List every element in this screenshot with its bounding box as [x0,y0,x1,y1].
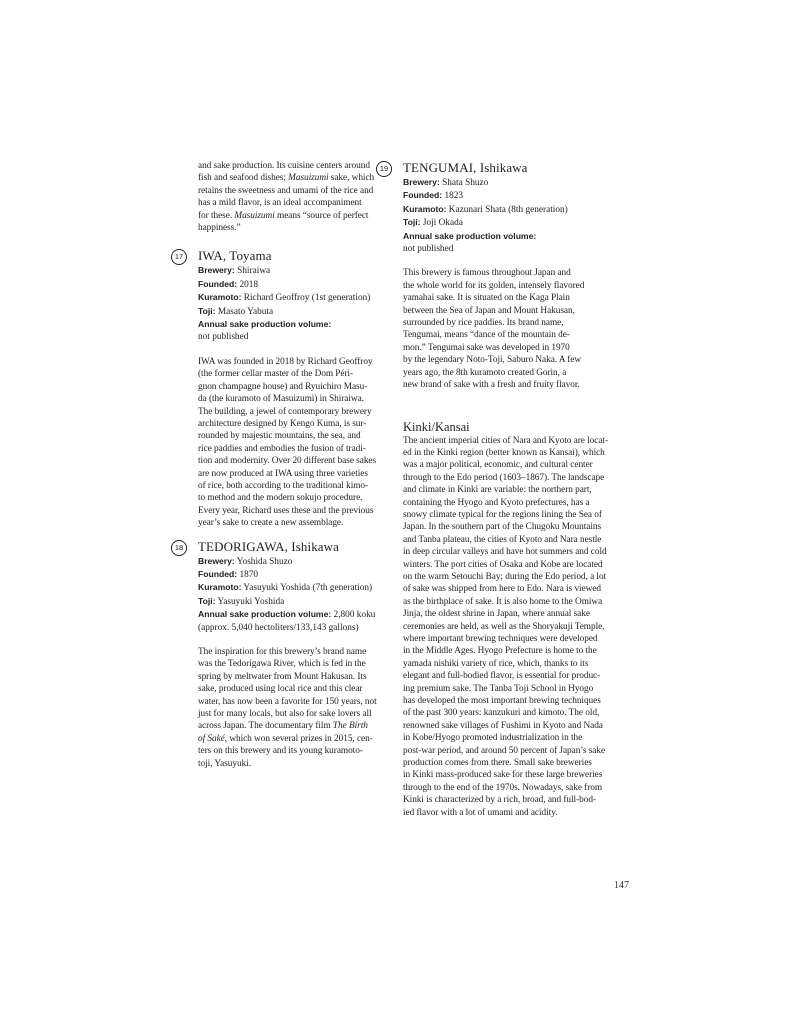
toji-label: Toji: [198,595,216,606]
toji-value: Masato Yabuta [215,306,274,317]
intro-text-end: means “source of perfect happiness.” [198,210,369,234]
founded-value: 1823 [442,191,464,202]
kuramoto-value: Yasuyuki Yoshida (7th generation) [241,583,373,594]
volume-label: Annual sake production volume: [198,609,332,620]
volume-value: not published [403,244,454,255]
entry-body: This brewery is famous throughout Japan and the whole world for its golden, intensely flavored yamahai sake. It is situated on the Kaga Plain between the Sea of Japan and Mount Hakusan, surrounded by rice paddies. Its brand name, Tengumai, means “dance of the mountain de- mon.” Tengumai sake was developed in 1970 by the legendary Noto-Toji, Saburo Naka. A few years ago, the 8th kuramoto created Gorin, a new brand of sake with a fresh and fruity flavor. [403,268,585,391]
volume-label: Annual sake production volume: [403,230,537,241]
right-column [379,160,628,819]
entry-number-badge: 19 [376,161,392,177]
film-title-italic: The Birth of Saké [198,721,368,744]
toji-label: Toji: [403,217,421,228]
toji-value: Joji Okada [420,218,463,229]
brewery-label: Brewery: [403,177,440,187]
intro-text: and sake production. Its cuisine centers around fish and seafood dishes; [198,161,370,184]
intro-italic-2: Masuizumi [234,210,275,221]
entry-facts [198,555,388,634]
entry-title: TENGUMAI, Ishikawa [403,160,528,175]
intro-italic: Masuizumi [288,173,329,184]
volume-value-extra: (approx. 5,040 hectoliters/133,143 gallons) [198,622,359,633]
founded-label: Founded: [198,278,238,289]
brewery-value: Shiraiwa [234,266,271,277]
founded-value: 1870 [237,569,259,580]
founded-value: 2018 [237,279,259,290]
brewery-label: Brewery: [198,555,235,566]
toji-label: Toji: [198,305,216,316]
entry-title: TEDORIGAWA, Ishikawa [198,538,340,554]
entry-body [198,646,388,770]
brewery-value: Shata Shuzo [439,178,489,188]
kuramoto-label: Kuramoto: [198,582,242,593]
section-body-kinki: The ancient imperial cities of Nara and Kyoto are locat- ed in the Kinki region (better known as Kansai), which was a major political, economic, and cultural center through to the Edo period (1603–1867). The landscape and climate in Kinki are variable: the northern part, containing the Hyogo and Kyoto prefectures, has a snowy climate typical for the regions lining the Sea of Japan. In the southern part of the Chugoku Mountains and Tanba plateau, the cities of Kyoto and Nara nestle in deep circular valleys and have hot summers and cold winters. The port cities of Osaka and Kobe are located on the warm Setouchi Bay; during the Edo period, a lot of sake was shipped from here to Edo. Nara is viewed as the birthplace of sake. It is also home to the Omiwa Jinja, the oldest shrine in Japan, where annual sake ceremonies are held, as well as the Shoryakuji Temple, where important brewing techniques were developed in the Middle Ages. Hyogo Prefecture is home to the yamada nishiki variety of rice, which, thanks to its elegant and full-bodied flavor, is essential for produc- ing premium sake. The Tanba Toji School in Hyogo has developed the most important brewing techniques of the past 300 years: kanzukuri and kimoto. The old, renowned sake villages of Fushimi in Kyoto and Nada in Kobe/Hyogo promoted industrialization in the post-war period, and around 50 percent of Japan’s sake production comes from there. Small sake breweries in Kinki mass-produced sake for these large breweries through to the end of the 1970s. Nowadays, sake from Kinki is characterized by a rich, broad, and full-bod- ied flavor with a lot of umami and acidity. [403,435,608,818]
intro-paragraph [198,160,388,234]
page-number: 147 [614,880,629,891]
volume-value: 2,800 koku [331,610,376,621]
entry-number-badge: 18 [171,540,187,556]
founded-label: Founded: [198,568,238,579]
kuramoto-value: Kazunari Shata (8th generation) [446,204,568,215]
entry-facts [403,176,628,255]
entry-title: IWA, Toyama [198,248,272,264]
entry-tedorigawa [174,538,388,771]
toji-value: Yasuyuki Yoshida [215,596,285,607]
brewery-label: Brewery: [198,265,235,276]
intro-text-rest: sake, which retains the sweetness and umami of the rice and has a mild flavor, is an ideal accompaniment for these. [198,173,375,221]
volume-label: Annual sake production volume: [198,319,332,330]
section-title-kinki: Kinki/Kansai [403,419,470,434]
kuramoto-label: Kuramoto: [403,203,447,214]
entry-tengumai [379,160,628,392]
entry-facts [198,264,388,343]
kuramoto-value: Richard Geoffroy (1st generation) [241,293,371,304]
founded-label: Founded: [403,190,443,201]
brewery-value: Yoshida Shuzo [234,556,293,567]
entry-number-badge: 17 [171,249,187,265]
entry-body: IWA was founded in 2018 by Richard Geoffroy (the former cellar master of the Dom Péri- gnon champagne house) and Ryuichiro Masu- da (the kuramoto of Masuizumi) in Shiraiwa. The building, a jewel of contemporary brewery architecture designed by Kengo Kuma, is sur- rounded by majestic mountains, the sea, and rice paddies and embodies the fusion of tradi- tion and modernity. Over 20 different base sakes are now produced at IWA using three varieties of rice, both according to the traditional kimo- to method and the modern sokujo procedure. Every year, Richard uses these and the previous year’s sake to create a new assemblage. [198,356,377,529]
volume-value: not published [198,332,249,343]
entry-iwa [174,248,388,529]
kuramoto-label: Kuramoto: [198,292,242,303]
left-column [174,160,388,770]
entry-body-text-end: , which won several prizes in 2015, cen- ters on this brewery and its young kuramoto- toji, Yasuyuki. [198,733,373,769]
entry-body-text: The inspiration for this brewery’s brand name was the Tedorigawa River, which is fed in the spring by meltwater from Mount Hakusan. Its sake, produced using local rice and this clear water, has now been a favorite for 150 years, not just for many locals, but also for sake lovers all across Japan. The documentary film [198,647,377,732]
